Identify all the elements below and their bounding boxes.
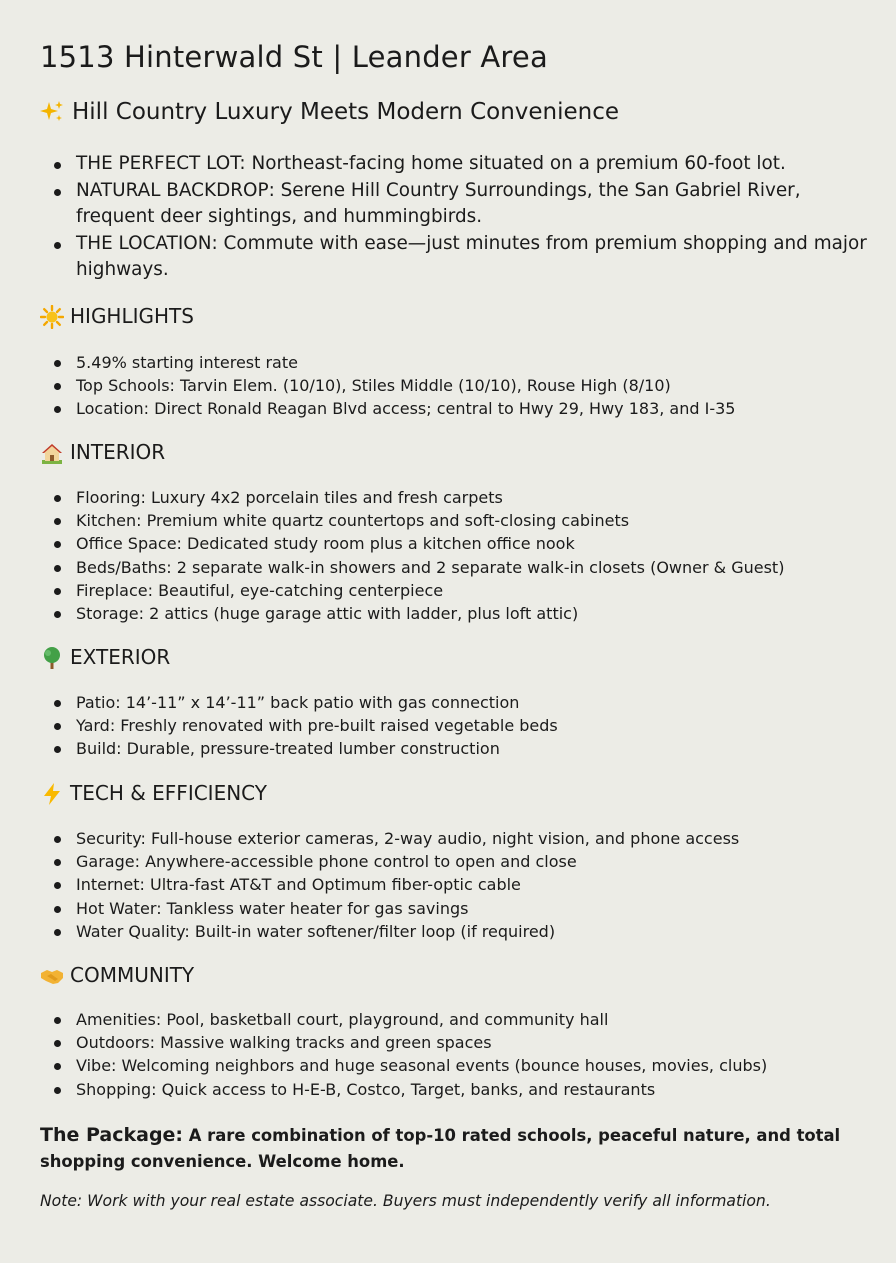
- subheading: [40, 99, 619, 125]
- list-item: NATURAL BACKDROP: Serene Hill Country Surroundings, the San Gabriel River, frequent deer sightings, and hummingbirds.: [48, 178, 868, 231]
- exterior-list: [48, 691, 868, 761]
- list-item: Yard: Freshly renovated with pre-built raised vegetable beds: [48, 714, 868, 737]
- list-item: Top Schools: Tarvin Elem. (10/10), Stiles Middle (10/10), Rouse High (8/10): [48, 374, 868, 397]
- list-item: Kitchen: Premium white quartz countertops and soft-closing cabinets: [48, 509, 868, 532]
- section-heading-community: [40, 963, 194, 987]
- interior-list: [48, 486, 868, 625]
- section-heading-text: HIGHLIGHTS: [70, 304, 194, 328]
- disclaimer-note: Note: Work with your real estate associate. Buyers must independently verify all information.: [40, 1192, 771, 1210]
- list-item: Office Space: Dedicated study room plus a kitchen office nook: [48, 532, 868, 555]
- list-item: Internet: Ultra-fast AT&T and Optimum fiber-optic cable: [48, 873, 868, 896]
- handshake-icon: [40, 964, 62, 986]
- package-text: A rare combination of top-10 rated schools, peaceful nature, and total shopping convenience. Welcome home.: [40, 1126, 841, 1171]
- list-item: Security: Full-house exterior cameras, 2-way audio, night vision, and phone access: [48, 827, 868, 850]
- section-heading-text: INTERIOR: [70, 440, 166, 464]
- section-heading-highlights: [40, 304, 194, 328]
- list-item: Storage: 2 attics (huge garage attic with ladder, plus loft attic): [48, 602, 868, 625]
- list-item: Build: Durable, pressure-treated lumber construction: [48, 737, 868, 760]
- package-label: The Package:: [40, 1124, 184, 1146]
- sparkles-icon: [40, 100, 64, 124]
- section-heading-text: COMMUNITY: [70, 963, 195, 987]
- page-title: 1513 Hinterwald St | Leander Area: [40, 40, 548, 74]
- highlights-list: [48, 351, 868, 421]
- list-item: Flooring: Luxury 4x2 porcelain tiles and fresh carpets: [48, 486, 868, 509]
- list-item: 5.49% starting interest rate: [48, 351, 868, 374]
- list-item: Water Quality: Built-in water softener/filter loop (if required): [48, 920, 868, 943]
- list-item: THE PERFECT LOT: Northeast-facing home situated on a premium 60-foot lot.: [48, 151, 868, 178]
- list-item: Outdoors: Massive walking tracks and green spaces: [48, 1031, 868, 1054]
- list-item: Fireplace: Beautiful, eye-catching centerpiece: [48, 579, 868, 602]
- tech-list: [48, 827, 868, 943]
- section-heading-tech: [40, 781, 267, 805]
- section-heading-exterior: [40, 645, 170, 669]
- intro-list: [48, 151, 868, 284]
- list-item: Shopping: Quick access to H-E-B, Costco, Target, banks, and restaurants: [48, 1078, 868, 1101]
- package-summary: [40, 1122, 870, 1175]
- section-heading-interior: [40, 440, 165, 464]
- subheading-text: Hill Country Luxury Meets Modern Convenience: [72, 99, 620, 125]
- list-item: THE LOCATION: Commute with ease—just minutes from premium shopping and major highways.: [48, 231, 868, 284]
- list-item: Garage: Anywhere-accessible phone control to open and close: [48, 850, 868, 873]
- list-item: Vibe: Welcoming neighbors and huge seasonal events (bounce houses, movies, clubs): [48, 1054, 868, 1077]
- list-item: Beds/Baths: 2 separate walk-in showers and 2 separate walk-in closets (Owner & Guest): [48, 556, 868, 579]
- list-item: Location: Direct Ronald Reagan Blvd access; central to Hwy 29, Hwy 183, and I-35: [48, 397, 868, 420]
- house-icon: [40, 441, 62, 463]
- section-heading-text: EXTERIOR: [70, 645, 171, 669]
- list-item: Hot Water: Tankless water heater for gas savings: [48, 897, 868, 920]
- section-heading-text: TECH & EFFICIENCY: [70, 781, 268, 805]
- list-item: Patio: 14’-11” x 14’-11” back patio with gas connection: [48, 691, 868, 714]
- sun-icon: [40, 305, 62, 327]
- list-item: Amenities: Pool, basketball court, playground, and community hall: [48, 1008, 868, 1031]
- lightning-icon: [40, 782, 62, 804]
- tree-icon: [40, 646, 62, 668]
- community-list: [48, 1008, 868, 1101]
